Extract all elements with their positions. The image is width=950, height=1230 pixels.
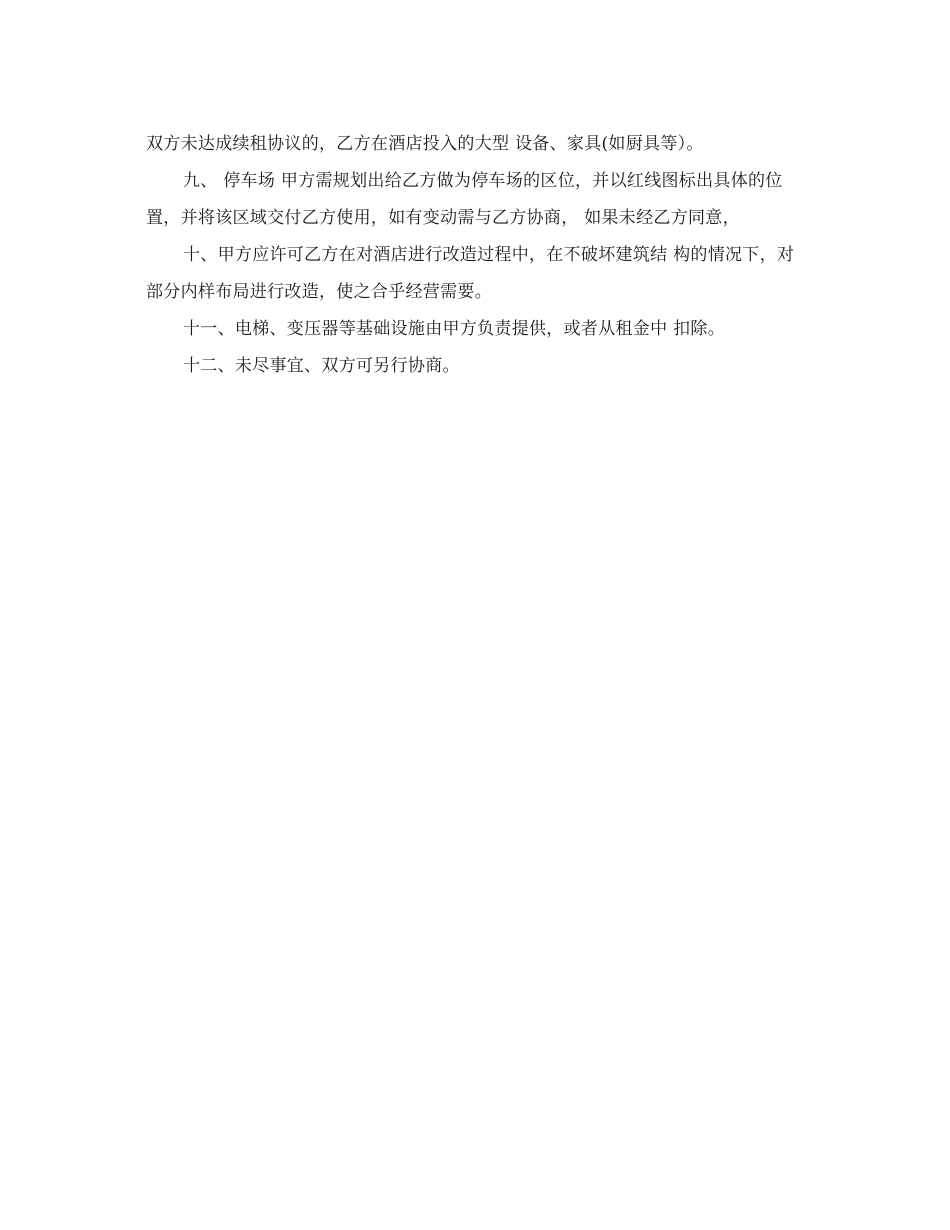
paragraph-continuation: 双方未达成续租协议的，乙方在酒店投入的大型 设备、家具(如厨具等）。 <box>146 134 704 154</box>
paragraph-clause-12-other-matters: 十二、未尽事宜、双方可另行协商。 <box>183 356 460 376</box>
paragraph-clause-9-parking: 九、 停车场 甲方需规划出给乙方做为停车场的区位，并以红线图标出具体的位置，并将该区域交付乙方使用，如有变动需与乙方协商， 如果未经乙方同意， <box>146 171 783 228</box>
document-body <box>146 126 796 385</box>
paragraph-clause-10-renovation: 十、甲方应许可乙方在对酒店进行改造过程中，在不破坏建筑结 构的情况下，对部分内样布局进行改造，使之合乎经营需要。 <box>146 245 795 302</box>
paragraph-clause-11-infrastructure: 十一、电梯、变压器等基础设施由甲方负责提供，或者从租金中 扣除。 <box>183 319 726 339</box>
